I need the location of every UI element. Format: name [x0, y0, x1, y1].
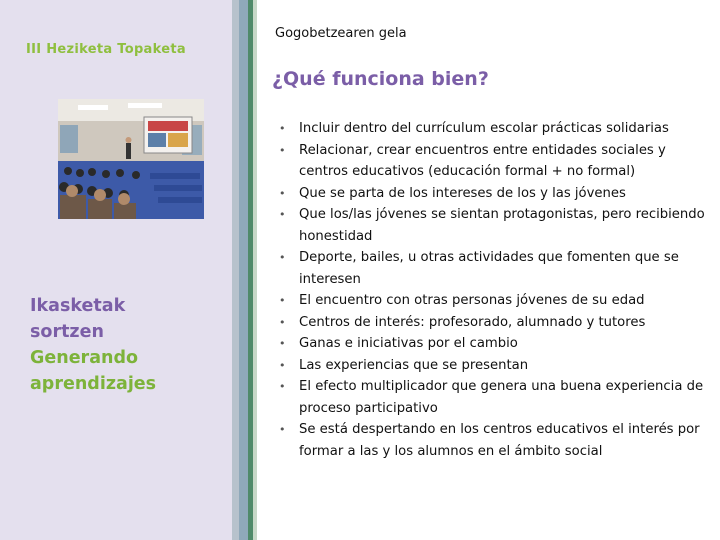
bullet-list — [279, 118, 709, 462]
list-item — [279, 333, 709, 355]
bullet-icon: • — [279, 380, 286, 393]
list-item — [279, 376, 709, 419]
sidebar-heading-line: sortzen — [30, 322, 104, 342]
list-item — [279, 140, 709, 183]
list-item — [279, 419, 709, 462]
list-item-text: Las experiencias que se presentan — [299, 357, 529, 373]
bullet-icon: • — [279, 186, 286, 200]
list-item-text: Ganas e iniciativas por el cambio — [299, 336, 518, 351]
list-item-text: Centros de interés: profesorado, alumnado y tutores — [299, 314, 646, 330]
sidebar — [0, 0, 232, 540]
list-item-text: Deporte, bailes, u otras actividades que fomenten que se interesen — [299, 250, 679, 287]
list-item — [279, 204, 709, 247]
bullet-icon: • — [279, 315, 286, 329]
bullet-icon: • — [279, 337, 286, 350]
list-item-text: Se está despertando en los centros educativos el interés por formar a las y los alumnos en el ámbito social — [299, 422, 700, 459]
decorative-stripe — [232, 0, 239, 540]
sidebar-heading-line: aprendizajes — [30, 374, 157, 394]
sidebar-heading-line: Generando — [30, 348, 139, 368]
list-item-text: El encuentro con otras personas jóvenes de su edad — [299, 293, 645, 308]
conference-photo — [58, 99, 204, 219]
bullet-icon: • — [279, 423, 286, 436]
list-item — [279, 290, 709, 312]
event-title: III Heziketa Topaketa — [26, 42, 186, 57]
bullet-icon: • — [279, 358, 286, 372]
sidebar-heading-line: Ikasketak — [30, 296, 126, 316]
list-item-text: Que los/las jóvenes se sientan protagonistas, pero recibiendo honestidad — [299, 207, 705, 244]
list-item-text: Que se parta de los intereses de los y las jóvenes — [299, 185, 626, 201]
list-item — [279, 183, 709, 205]
room-label: Gogobetzearen gela — [275, 26, 407, 41]
decorative-stripe — [239, 0, 248, 540]
list-item-text: El efecto multiplicador que genera una buena experiencia de proceso participativo — [299, 379, 704, 416]
decorative-stripe — [253, 0, 257, 540]
list-item — [279, 247, 709, 290]
bullet-icon: • — [279, 208, 286, 221]
bullet-icon: • — [279, 122, 286, 135]
page-title: ¿Qué funciona bien? — [272, 68, 489, 90]
list-item-text: Incluir dentro del currículum escolar prácticas solidarias — [299, 121, 669, 136]
list-item — [279, 118, 709, 140]
bullet-icon: • — [279, 143, 286, 157]
list-item — [279, 312, 709, 334]
list-item-text: Relacionar, crear encuentros entre entidades sociales y centros educativos (educación formal + no formal) — [299, 142, 666, 179]
bullet-icon: • — [279, 251, 286, 264]
bullet-icon: • — [279, 294, 286, 307]
list-item — [279, 355, 709, 377]
